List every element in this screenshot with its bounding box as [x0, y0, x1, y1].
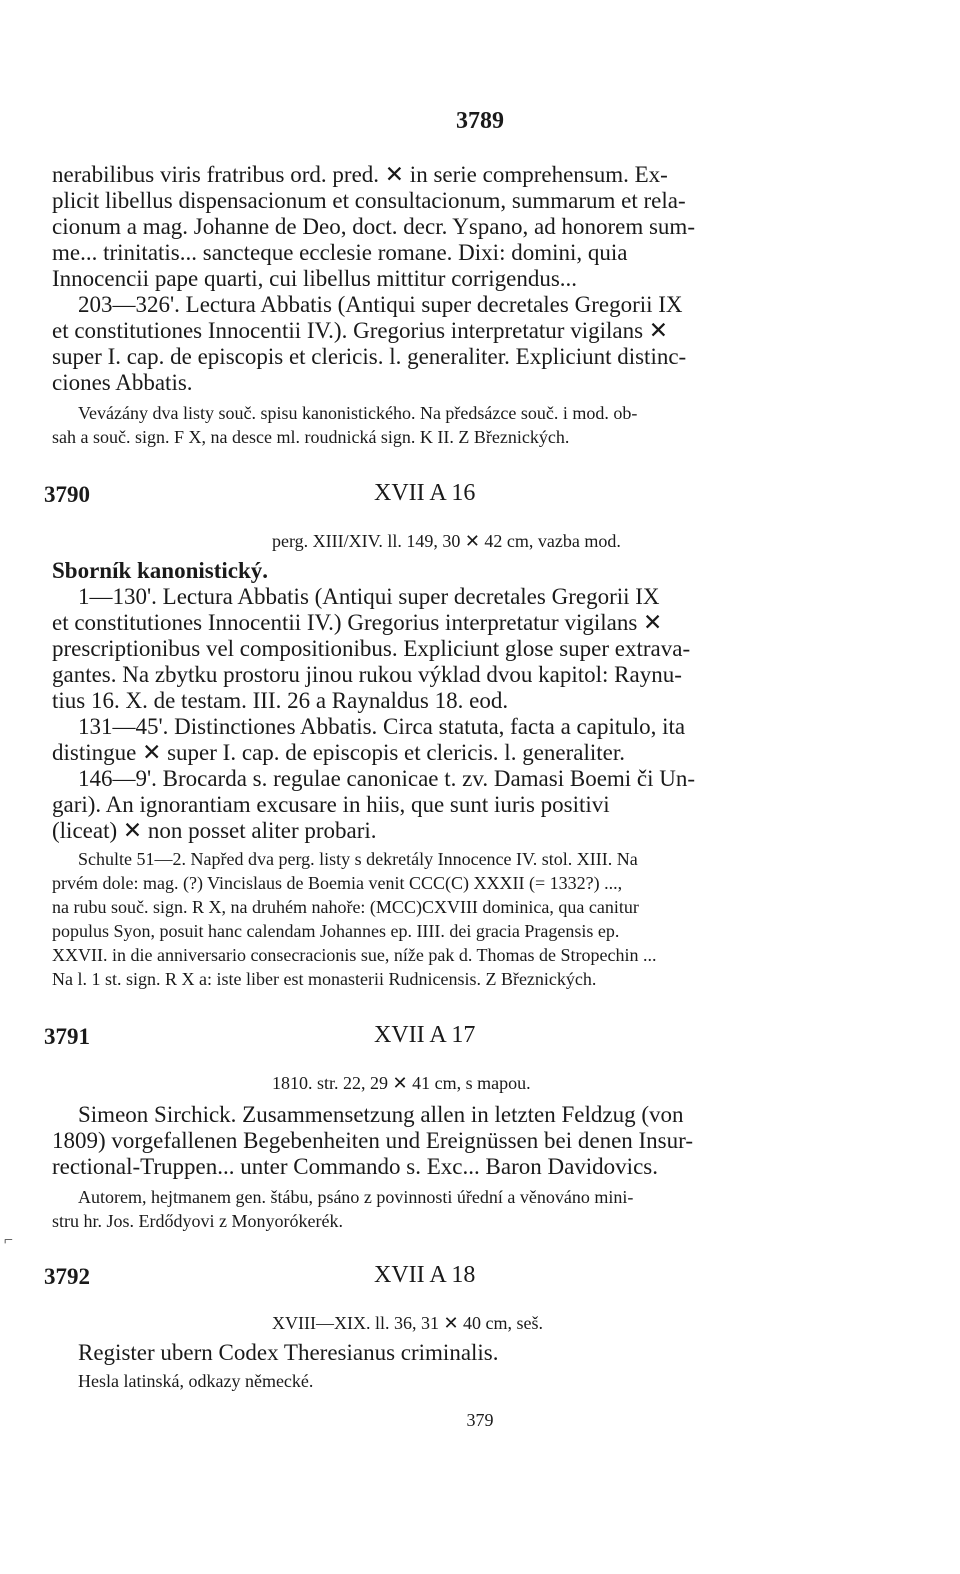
entry-line: rectional-Truppen... unter Commando s. Exc... Baron Davidovics.	[52, 1154, 658, 1179]
entry-number: 3792	[44, 1264, 90, 1289]
entry-note: Hesla latinská, odkazy německé.	[78, 1371, 314, 1391]
entry-line: 131—45'. Distinctiones Abbatis. Circa statuta, facta a capitulo, ita	[78, 714, 686, 739]
entry-line: 146—9'. Brocarda s. regulae canonicae t. zv. Damasi Boemi či Un-	[78, 766, 696, 791]
entry-line: 1—130'. Lectura Abbatis (Antiqui super decretales Gregorii IX	[78, 584, 660, 609]
continuation-line: 203—326'. Lectura Abbatis (Antiqui super decretales Gregorii IX	[78, 292, 683, 317]
entry-signature: XVII A 18	[374, 1262, 476, 1288]
continuation-line: super I. cap. de episcopis et clericis. l. generaliter. Expliciunt distinc-	[52, 344, 687, 369]
entry-line: distingue ✕ super I. cap. de episcopis et clericis. l. generaliter.	[52, 740, 626, 765]
continuation-line: Innocencii pape quarti, cui libellus mittitur corrigendus...	[52, 266, 578, 291]
continuation-line: plicit libellus dispensacionum et consultacionum, summarum et rela-	[52, 188, 686, 213]
entry-note: XXVII. in die anniversario consecracionis sue, níže pak d. Thomas de Stropechin ...	[52, 945, 657, 965]
entry-note: stru hr. Jos. Erdődyovi z Monyorókerék.	[52, 1211, 343, 1231]
margin-mark: ⌐	[4, 1232, 14, 1249]
entry-title: Register ubern Codex Theresianus criminalis.	[78, 1340, 499, 1365]
entry-note: prvém dole: mag. (?) Vincislaus de Boemia venit CCC(C) XXXII (= 1332?) ...,	[52, 873, 623, 893]
entry-signature: XVII A 16	[374, 480, 476, 506]
entry-note: Na l. 1 st. sign. R X a: iste liber est monasterii Rudnicensis. Z Březnických.	[52, 969, 597, 989]
entry-line: et constitutiones Innocentii IV.) Gregorius interpretatur vigilans ✕	[52, 610, 663, 635]
entry-signature: XVII A 17	[374, 1022, 476, 1048]
entry-line: 1809) vorgefallenen Begebenheiten und Ereignüssen bei denen Insur-	[52, 1128, 693, 1153]
entry-title: Sborník kanonistický.	[52, 558, 269, 583]
entry-line: (liceat) ✕ non posset aliter probari.	[52, 818, 377, 843]
entry-meta: 1810. str. 22, 29 ✕ 41 cm, s mapou.	[272, 1073, 531, 1093]
entry-note: na rubu souč. sign. R X, na druhém nahoře: (MCC)CXVIII dominica, qua canitur	[52, 897, 639, 917]
page-footer-number: 379	[466, 1410, 494, 1430]
continuation-note: Vevázány dva listy souč. spisu kanonistického. Na předsázce souč. i mod. ob-	[78, 403, 638, 423]
entry-line: prescriptionibus vel compositionibus. Expliciunt glose super extrava-	[52, 636, 691, 661]
entry-line: tius 16. X. de testam. III. 26 a Raynaldus 18. eod.	[52, 688, 509, 713]
entry-line: Simeon Sirchick. Zusammensetzung allen in letzten Feldzug (von	[78, 1102, 684, 1127]
continuation-line: me... trinitatis... sancteque ecclesie romane. Dixi: domini, quia	[52, 240, 628, 265]
entry-note: Schulte 51—2. Napřed dva perg. listy s dekretály Innocence IV. stol. XIII. Na	[78, 849, 638, 869]
continuation-line: cionum a mag. Johanne de Deo, doct. decr. Yspano, ad honorem sum-	[52, 214, 695, 239]
entry-line: gantes. Na zbytku prostoru jinou rukou výklad dvou kapitol: Raynu-	[52, 662, 682, 687]
continuation-line: ciones Abbatis.	[52, 370, 193, 395]
entry-meta: perg. XIII/XIV. ll. 149, 30 ✕ 42 cm, vazba mod.	[272, 531, 621, 551]
continuation-line: et constitutiones Innocentii IV.). Gregorius interpretatur vigilans ✕	[52, 318, 669, 343]
entry-number: 3790	[44, 482, 90, 507]
page-header-number: 3789	[456, 108, 504, 134]
entry-meta: XVIII—XIX. ll. 36, 31 ✕ 40 cm, seš.	[272, 1313, 544, 1333]
continuation-line: nerabilibus viris fratribus ord. pred. ✕ in serie comprehensum. Ex-	[52, 162, 668, 187]
entry-number: 3791	[44, 1024, 90, 1049]
entry-note: populus Syon, posuit hanc calendam Johannes ep. IIII. dei gracia Pragensis ep.	[52, 921, 620, 941]
entry-note: Autorem, hejtmanem gen. štábu, psáno z povinnosti úřední a věnováno mini-	[78, 1187, 634, 1207]
continuation-note: sah a souč. sign. F X, na desce ml. roudnická sign. K II. Z Březnických.	[52, 427, 570, 447]
entry-line: gari). An ignorantiam excusare in hiis, que sunt iuris positivi	[52, 792, 610, 817]
